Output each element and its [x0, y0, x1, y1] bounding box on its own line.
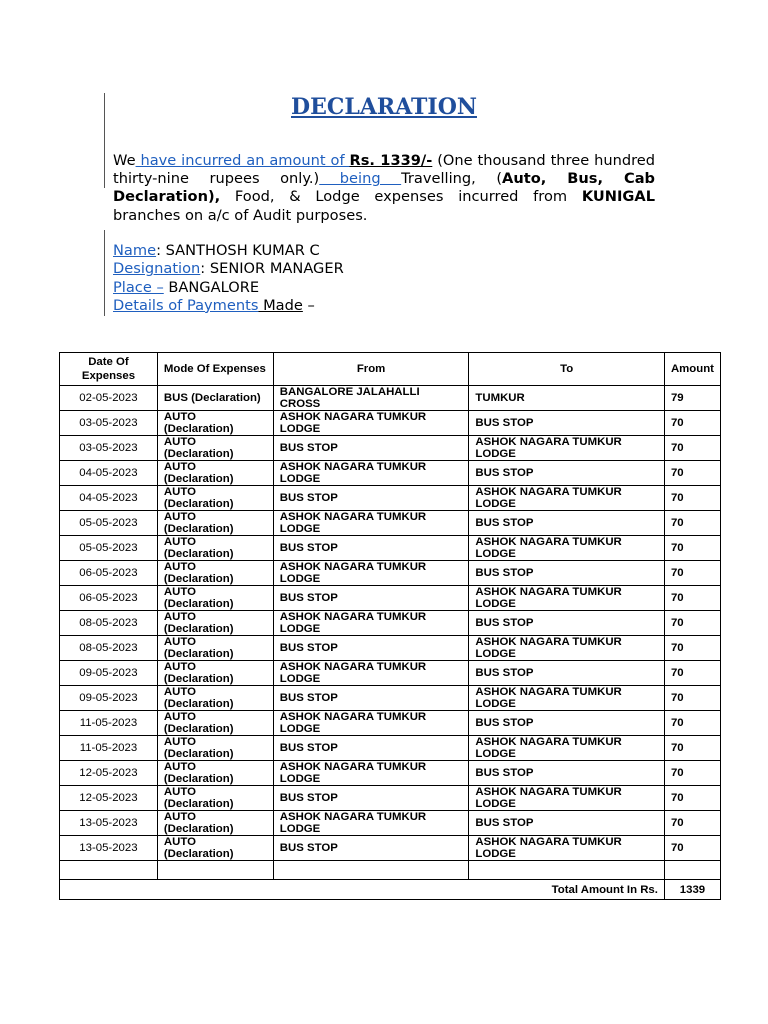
- cell-amount: 79: [664, 386, 720, 411]
- para-being: being: [319, 170, 402, 188]
- table-row: [60, 436, 721, 461]
- cell-to: BUS STOP: [469, 611, 665, 636]
- para-modes: Auto, Bus, Cab Declaration),: [113, 170, 655, 206]
- cell-mode: AUTO (Declaration): [157, 511, 273, 536]
- cell-date: 05-05-2023: [60, 511, 158, 536]
- header-from: From: [273, 353, 469, 386]
- empty-cell: [469, 861, 665, 880]
- payments-dash: –: [302, 296, 315, 314]
- table-row: [60, 611, 721, 636]
- table-row: [60, 586, 721, 611]
- cell-date: 13-05-2023: [60, 811, 158, 836]
- cell-date: 03-05-2023: [60, 411, 158, 436]
- cell-to: ASHOK NAGARA TUMKUR LODGE: [469, 786, 665, 811]
- cell-amount: 70: [664, 436, 720, 461]
- table-row: [60, 461, 721, 486]
- name-label: Name: [113, 242, 157, 259]
- table-row: [60, 761, 721, 786]
- table-row: [60, 536, 721, 561]
- empty-cell: [60, 861, 158, 880]
- para-expenses: Food, & Lodge expenses incurred from: [220, 188, 582, 206]
- table-row: [60, 786, 721, 811]
- cell-from: ASHOK NAGARA TUMKUR LODGE: [273, 761, 469, 786]
- cell-amount: 70: [664, 511, 720, 536]
- para-branch: KUNIGAL: [581, 188, 655, 206]
- cell-to: ASHOK NAGARA TUMKUR LODGE: [469, 486, 665, 511]
- table-row: [60, 736, 721, 761]
- cell-from: BANGALORE JALAHALLI CROSS: [273, 386, 469, 411]
- para-travelling: Travelling, (: [401, 170, 503, 188]
- cell-mode: AUTO (Declaration): [157, 786, 273, 811]
- designation-line: [113, 260, 344, 278]
- header-mode: Mode Of Expenses: [157, 353, 273, 386]
- cell-from: BUS STOP: [273, 836, 469, 861]
- cell-from: ASHOK NAGARA TUMKUR LODGE: [273, 711, 469, 736]
- name-line: [113, 242, 344, 260]
- cell-mode: AUTO (Declaration): [157, 686, 273, 711]
- header-to: To: [469, 353, 665, 386]
- table-row: [60, 561, 721, 586]
- cell-date: 05-05-2023: [60, 536, 158, 561]
- empty-cell: [273, 861, 469, 880]
- cell-to: BUS STOP: [469, 661, 665, 686]
- cell-amount: 70: [664, 811, 720, 836]
- cell-to: ASHOK NAGARA TUMKUR LODGE: [469, 436, 665, 461]
- table-row: [60, 686, 721, 711]
- cell-to: BUS STOP: [469, 811, 665, 836]
- cell-from: BUS STOP: [273, 636, 469, 661]
- total-row: [60, 880, 721, 899]
- cell-from: BUS STOP: [273, 736, 469, 761]
- cell-date: 09-05-2023: [60, 686, 158, 711]
- para-amount: Rs. 1339/-: [349, 152, 433, 169]
- cell-to: BUS STOP: [469, 461, 665, 486]
- table-header-row: [60, 353, 721, 386]
- cell-date: 08-05-2023: [60, 611, 158, 636]
- cell-mode: AUTO (Declaration): [157, 461, 273, 486]
- cell-to: BUS STOP: [469, 561, 665, 586]
- cell-amount: 70: [664, 461, 720, 486]
- table-row: [60, 811, 721, 836]
- cell-from: ASHOK NAGARA TUMKUR LODGE: [273, 611, 469, 636]
- place-line: [113, 279, 344, 297]
- cell-from: BUS STOP: [273, 586, 469, 611]
- cell-date: 13-05-2023: [60, 836, 158, 861]
- cell-date: 11-05-2023: [60, 736, 158, 761]
- cell-amount: 70: [664, 411, 720, 436]
- cell-to: BUS STOP: [469, 511, 665, 536]
- cell-to: ASHOK NAGARA TUMKUR LODGE: [469, 636, 665, 661]
- cell-mode: AUTO (Declaration): [157, 711, 273, 736]
- cell-from: BUS STOP: [273, 686, 469, 711]
- cell-to: ASHOK NAGARA TUMKUR LODGE: [469, 686, 665, 711]
- table-row: [60, 411, 721, 436]
- cell-mode: AUTO (Declaration): [157, 661, 273, 686]
- cell-mode: AUTO (Declaration): [157, 436, 273, 461]
- table-row: [60, 711, 721, 736]
- cell-from: ASHOK NAGARA TUMKUR LODGE: [273, 511, 469, 536]
- cell-date: 04-05-2023: [60, 461, 158, 486]
- cell-date: 02-05-2023: [60, 386, 158, 411]
- para-incurred: have incurred an amount of: [135, 152, 350, 169]
- cell-from: BUS STOP: [273, 536, 469, 561]
- cell-date: 11-05-2023: [60, 711, 158, 736]
- table-body: [60, 386, 721, 900]
- cell-from: ASHOK NAGARA TUMKUR LODGE: [273, 661, 469, 686]
- cell-from: ASHOK NAGARA TUMKUR LODGE: [273, 461, 469, 486]
- header-amount: Amount: [664, 353, 720, 386]
- cell-amount: 70: [664, 561, 720, 586]
- designation-value: : SENIOR MANAGER: [200, 260, 344, 278]
- payments-made: Made: [258, 296, 303, 314]
- total-label: Total Amount In Rs.: [60, 880, 665, 899]
- table-row: [60, 486, 721, 511]
- cell-mode: AUTO (Declaration): [157, 811, 273, 836]
- cell-amount: 70: [664, 611, 720, 636]
- para-purpose: branches on a/c of Audit purposes.: [113, 206, 368, 224]
- place-label: Place –: [113, 278, 164, 296]
- cell-amount: 70: [664, 636, 720, 661]
- cell-date: 09-05-2023: [60, 661, 158, 686]
- empty-row: [60, 861, 721, 880]
- cell-to: BUS STOP: [469, 711, 665, 736]
- cell-from: BUS STOP: [273, 486, 469, 511]
- cell-amount: 70: [664, 761, 720, 786]
- cell-from: ASHOK NAGARA TUMKUR LODGE: [273, 411, 469, 436]
- cell-amount: 70: [664, 711, 720, 736]
- cell-mode: AUTO (Declaration): [157, 836, 273, 861]
- expenses-table: [59, 352, 721, 900]
- cell-mode: BUS (Declaration): [157, 386, 273, 411]
- cell-mode: AUTO (Declaration): [157, 611, 273, 636]
- cell-date: 04-05-2023: [60, 486, 158, 511]
- cell-amount: 70: [664, 786, 720, 811]
- margin-line-bottom: [104, 230, 105, 316]
- cell-from: ASHOK NAGARA TUMKUR LODGE: [273, 561, 469, 586]
- cell-mode: AUTO (Declaration): [157, 636, 273, 661]
- table-row: [60, 511, 721, 536]
- employee-details: [113, 242, 344, 315]
- cell-from: BUS STOP: [273, 786, 469, 811]
- cell-mode: AUTO (Declaration): [157, 486, 273, 511]
- para-amount-words: (One thousand three hundred thirty-nine rupees only.): [113, 152, 656, 188]
- page-title: DECLARATION: [291, 94, 477, 120]
- cell-amount: 70: [664, 686, 720, 711]
- cell-mode: AUTO (Declaration): [157, 411, 273, 436]
- place-value: BANGALORE: [163, 278, 260, 296]
- cell-to: ASHOK NAGARA TUMKUR LODGE: [469, 736, 665, 761]
- header-date: Date Of Expenses: [60, 353, 158, 386]
- total-value: 1339: [664, 880, 720, 899]
- payments-line: [113, 297, 344, 315]
- cell-mode: AUTO (Declaration): [157, 761, 273, 786]
- table-row: [60, 386, 721, 411]
- name-value: : SANTHOSH KUMAR C: [156, 242, 320, 259]
- cell-date: 08-05-2023: [60, 636, 158, 661]
- cell-amount: 70: [664, 836, 720, 861]
- cell-amount: 70: [664, 661, 720, 686]
- empty-cell: [664, 861, 720, 880]
- table-row: [60, 661, 721, 686]
- cell-to: TUMKUR: [469, 386, 665, 411]
- cell-from: BUS STOP: [273, 436, 469, 461]
- table-row: [60, 836, 721, 861]
- cell-mode: AUTO (Declaration): [157, 736, 273, 761]
- cell-to: BUS STOP: [469, 761, 665, 786]
- cell-amount: 70: [664, 736, 720, 761]
- cell-from: ASHOK NAGARA TUMKUR LODGE: [273, 811, 469, 836]
- cell-mode: AUTO (Declaration): [157, 536, 273, 561]
- empty-cell: [157, 861, 273, 880]
- cell-mode: AUTO (Declaration): [157, 561, 273, 586]
- cell-to: ASHOK NAGARA TUMKUR LODGE: [469, 536, 665, 561]
- cell-to: ASHOK NAGARA TUMKUR LODGE: [469, 836, 665, 861]
- cell-date: 06-05-2023: [60, 586, 158, 611]
- cell-to: ASHOK NAGARA TUMKUR LODGE: [469, 586, 665, 611]
- para-we: We: [113, 152, 136, 169]
- cell-mode: AUTO (Declaration): [157, 586, 273, 611]
- cell-amount: 70: [664, 486, 720, 511]
- designation-label: Designation: [113, 260, 201, 278]
- payments-label: Details of Payments: [113, 296, 259, 314]
- cell-to: BUS STOP: [469, 411, 665, 436]
- cell-date: 03-05-2023: [60, 436, 158, 461]
- cell-date: 12-05-2023: [60, 786, 158, 811]
- margin-line-top: [104, 93, 105, 188]
- cell-date: 06-05-2023: [60, 561, 158, 586]
- cell-amount: 70: [664, 536, 720, 561]
- cell-date: 12-05-2023: [60, 761, 158, 786]
- cell-amount: 70: [664, 586, 720, 611]
- table-row: [60, 636, 721, 661]
- declaration-paragraph: [113, 152, 655, 225]
